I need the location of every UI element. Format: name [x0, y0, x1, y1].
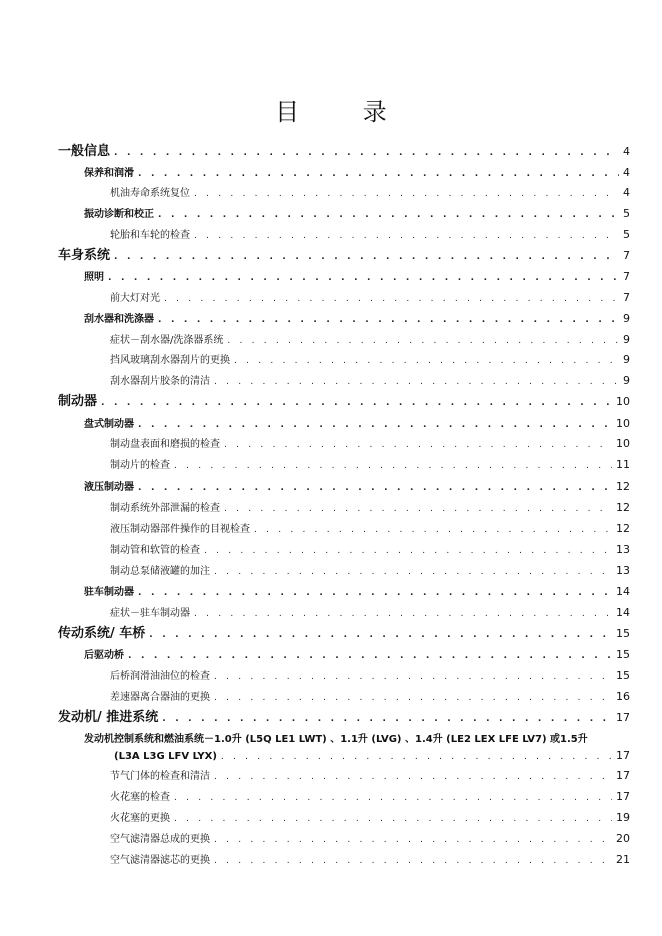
dot-leader	[138, 421, 612, 430]
toc-entry-label: 制动器	[58, 394, 98, 409]
toc-entry-page: 9	[623, 353, 630, 366]
toc-entry-page: 12	[616, 522, 630, 535]
toc-entry-label: 发动机/ 推进系统	[58, 710, 159, 725]
dot-leader	[214, 694, 612, 703]
toc-entry-page: 7	[623, 291, 630, 304]
toc-entry-page: 12	[616, 480, 630, 493]
toc-entry-page: 17	[616, 749, 630, 762]
toc-entry-label: 机油寿命系统复位	[110, 188, 190, 199]
dot-leader	[158, 316, 619, 325]
toc-entry-label: 制动管和软管的检查	[110, 545, 200, 556]
toc-entry-label: 驻车制动器	[84, 587, 134, 598]
toc-entry-label: 制动总泵储液罐的加注	[110, 566, 210, 577]
toc-entry-page: 7	[623, 270, 630, 283]
dot-leader	[174, 815, 612, 824]
toc-entry-label: 振动诊断和校正	[84, 209, 154, 220]
dot-leader	[164, 295, 619, 304]
toc-entry-label: 后驱动桥	[84, 650, 124, 661]
dot-leader	[224, 441, 612, 450]
toc-entry-page: 4	[623, 186, 630, 199]
dot-leader	[101, 399, 612, 408]
toc-entry[interactable]	[110, 334, 630, 346]
toc-entry[interactable]	[58, 627, 630, 640]
toc-entry[interactable]	[110, 438, 630, 450]
toc-entry-page: 14	[616, 606, 630, 619]
toc-entry-label: 刮水器刮片胶条的清洁	[110, 376, 210, 387]
toc-entry[interactable]	[58, 711, 630, 724]
toc-entry[interactable]	[110, 854, 630, 866]
dot-leader	[214, 857, 612, 866]
toc-entry[interactable]	[110, 502, 630, 514]
toc-entry-page: 21	[616, 853, 630, 866]
toc-entry-label: 火花塞的检查	[110, 792, 170, 803]
toc-entry[interactable]	[84, 418, 630, 430]
toc-entry[interactable]	[84, 586, 630, 598]
toc-entry[interactable]	[110, 565, 630, 577]
toc-entry[interactable]	[110, 607, 630, 619]
toc-entry[interactable]	[110, 375, 630, 387]
dot-leader	[214, 773, 612, 782]
dot-leader	[162, 715, 612, 724]
toc-entry-page: 14	[616, 585, 630, 598]
toc-entry[interactable]	[58, 395, 630, 408]
toc-entry-label: 节气门体的检查和清洁	[110, 771, 210, 782]
toc-entry-label: 制动片的检查	[110, 460, 170, 471]
dot-leader	[149, 631, 612, 640]
toc-entry-label: 空气滤清器总成的更换	[110, 834, 210, 845]
dot-leader	[204, 547, 612, 556]
dot-leader	[114, 149, 619, 158]
dot-leader	[214, 836, 612, 845]
dot-leader	[138, 589, 612, 598]
toc-entry[interactable]	[84, 271, 630, 283]
dot-leader	[221, 753, 612, 762]
toc-entry[interactable]	[84, 313, 630, 325]
toc-entry-label: 传动系统/ 车桥	[58, 626, 146, 641]
toc-entry-page: 15	[616, 648, 630, 661]
toc-entry-label: 空气滤清器滤芯的更换	[110, 855, 210, 866]
toc-entry[interactable]	[110, 791, 630, 803]
dot-leader	[194, 232, 619, 241]
dot-leader	[194, 610, 612, 619]
toc-entry-page: 9	[623, 374, 630, 387]
toc-entry[interactable]	[110, 459, 630, 471]
toc-entry[interactable]	[84, 649, 630, 661]
toc-entry[interactable]	[110, 523, 630, 535]
toc-entry-label: 车身系统	[58, 248, 111, 263]
toc-entry-label: 制动盘表面和磨损的检查	[110, 439, 220, 450]
dot-leader	[254, 526, 612, 535]
toc-entry[interactable]	[110, 770, 630, 782]
toc-entry[interactable]	[110, 187, 630, 199]
page-title: 目 录	[275, 98, 415, 126]
toc-entry-page: 10	[616, 395, 630, 408]
toc-entry-label: 照明	[84, 272, 104, 283]
dot-leader	[214, 568, 612, 577]
toc-entry-label: 制动系统外部泄漏的检查	[110, 503, 220, 514]
toc-entry-label: 症状－驻车制动器	[110, 608, 190, 619]
toc-entry-page: 5	[623, 207, 630, 220]
toc-entry[interactable]	[110, 292, 630, 304]
toc-entry-label-continued: (L3A L3G LFV LYX)	[114, 751, 217, 762]
dot-leader	[108, 274, 619, 283]
toc-entry-page: 11	[616, 458, 630, 471]
toc-entry[interactable]	[58, 249, 630, 262]
dot-leader	[194, 190, 619, 199]
toc-entry-label: 轮胎和车轮的检查	[110, 230, 190, 241]
toc-entry-label: 症状－刮水器/洗涤器系统	[110, 335, 224, 346]
dot-leader	[234, 357, 619, 366]
dot-leader	[138, 170, 619, 179]
toc-entry-label: 前大灯对光	[110, 293, 160, 304]
toc-entry-page: 17	[616, 790, 630, 803]
toc-entry-page: 17	[616, 769, 630, 782]
toc-entry-label: 挡风玻璃刮水器刮片的更换	[110, 355, 230, 366]
dot-leader	[114, 253, 619, 262]
toc-entry-page: 15	[616, 669, 630, 682]
dot-leader	[174, 794, 612, 803]
dot-leader	[227, 337, 619, 346]
toc-entry-page: 12	[616, 501, 630, 514]
toc-entry-label: 刮水器和洗涤器	[84, 314, 154, 325]
dot-leader	[174, 462, 612, 471]
toc-entry-label: 火花塞的更换	[110, 813, 170, 824]
toc-entry-page: 16	[616, 690, 630, 703]
dot-leader	[158, 211, 619, 220]
toc-entry-label: 发动机控制系统和燃油系统－1.0升 (L5Q LE1 LWT) 、1.1升 (LVG) 、1.4升 (LE2 LEX LFE LV7) 或1.5升	[84, 734, 588, 745]
toc-entry-label: 保养和润滑	[84, 168, 134, 179]
toc-entry[interactable]	[110, 354, 630, 366]
toc-entry-page: 13	[616, 564, 630, 577]
toc-entry[interactable]	[84, 208, 630, 220]
toc-entry-label: 一般信息	[58, 144, 111, 159]
toc-entry-page: 10	[616, 417, 630, 430]
toc-entry-label: 差速器离合器油的更换	[110, 692, 210, 703]
toc-entry[interactable]	[110, 812, 630, 824]
toc-entry[interactable]	[84, 481, 630, 493]
toc-entry[interactable]	[110, 229, 630, 241]
toc-entry-label: 后桥润滑油油位的检查	[110, 671, 210, 682]
toc-entry-page: 9	[623, 333, 630, 346]
toc-entry-page: 19	[616, 811, 630, 824]
dot-leader	[128, 652, 612, 661]
toc-entry-page: 13	[616, 543, 630, 556]
toc-entry[interactable]	[110, 544, 630, 556]
toc-entry[interactable]	[84, 735, 630, 762]
toc-entry[interactable]	[110, 691, 630, 703]
toc-entry-label: 液压制动器	[84, 482, 134, 493]
toc-entry-page: 4	[623, 166, 630, 179]
toc-entry-page: 20	[616, 832, 630, 845]
toc-entry-label: 液压制动器部件操作的目视检查	[110, 524, 250, 535]
toc-entry-page: 7	[623, 249, 630, 262]
toc-entry[interactable]	[58, 145, 630, 158]
dot-leader	[214, 378, 619, 387]
toc-entry-page: 15	[616, 627, 630, 640]
toc-entry-page: 10	[616, 437, 630, 450]
dot-leader	[224, 505, 612, 514]
dot-leader	[138, 484, 612, 493]
toc-entry[interactable]	[110, 833, 630, 845]
toc-entry-page: 9	[623, 312, 630, 325]
toc-entry[interactable]	[84, 167, 630, 179]
toc-entry-page: 5	[623, 228, 630, 241]
toc-entry-page: 17	[616, 711, 630, 724]
toc-entry[interactable]	[110, 670, 630, 682]
dot-leader	[214, 673, 612, 682]
toc-entry-label: 盘式制动器	[84, 419, 134, 430]
toc-entry-page: 4	[623, 145, 630, 158]
